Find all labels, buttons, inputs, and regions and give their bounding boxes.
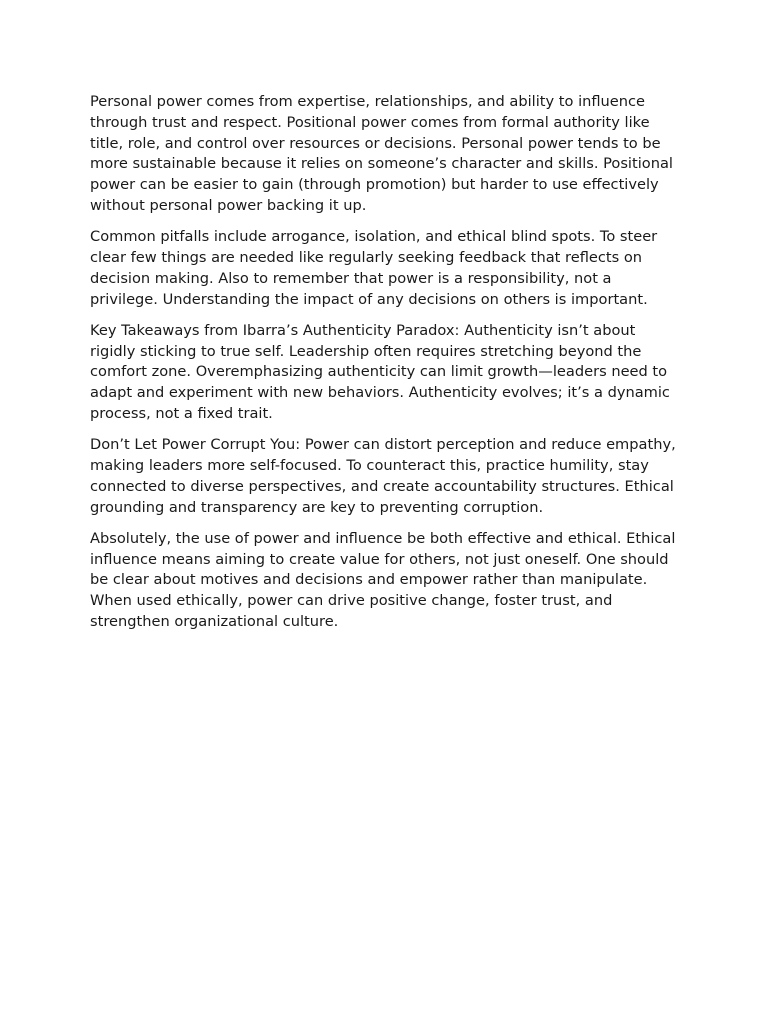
paragraph-power-corruption: Don’t Let Power Corrupt You: Power can distort perception and reduce empathy, making leaders more self-focused. To counteract this, practice humility, stay connected to diverse perspectives, and create accountability structures. Ethical grounding and transparency are key to preventing corruption. [90,436,676,516]
paragraph-authenticity-paradox: Key Takeaways from Ibarra’s Authenticity Paradox: Authenticity isn’t about rigidly sticking to true self. Leadership often requires stretching beyond the comfort zone. Overemphasizing authenticity can limit growth—leaders need to adapt and experiment with new behaviors. Authenticity evolves; it’s a dynamic process, not a fixed trait. [90,321,670,422]
paragraph-ethical-influence: Absolutely, the use of power and influence be both effective and ethical. Ethical influence means aiming to create value for others, not just oneself. One should be clear about motives and decisions and empower rather than manipulate. When used ethically, power can drive positive change, foster trust, and strengthen organizational culture. [90,529,676,630]
document-body [90,92,682,643]
paragraph-personal-vs-positional-power: Personal power comes from expertise, relationships, and ability to influence through trust and respect. Positional power comes from formal authority like title, role, and control over resources or decisions. Personal power tends to be more sustainable because it relies on someone’s character and skills. Positional power can be easier to gain (through promotion) but harder to use effectively without personal power backing it up. [90,93,673,214]
paragraph-common-pitfalls: Common pitfalls include arrogance, isolation, and ethical blind spots. To steer clear few things are needed like regularly seeking feedback that reflects on decision making. Also to remember that power is a responsibility, not a privilege. Understanding the impact of any decisions on others is important. [90,228,658,308]
